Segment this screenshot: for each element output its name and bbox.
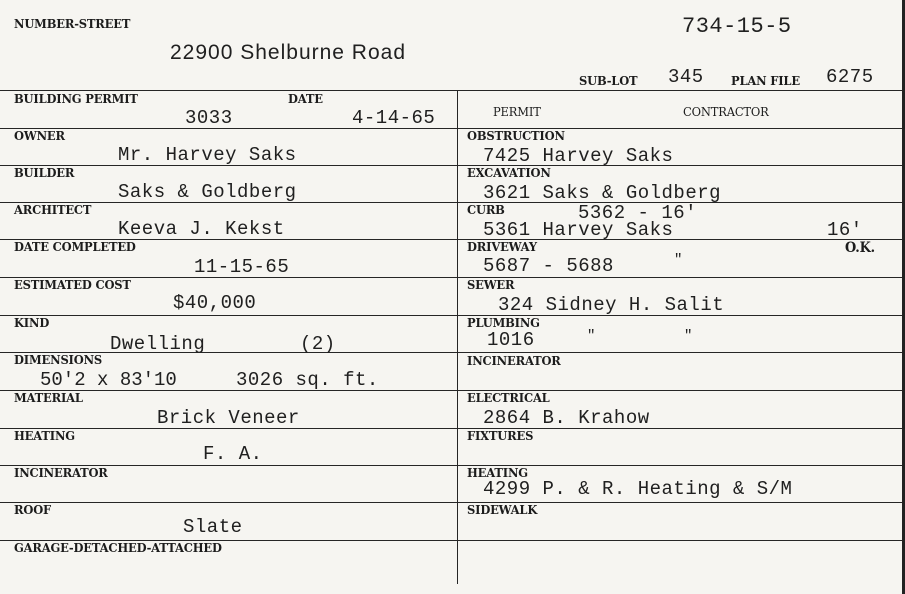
roof-label: ROOF bbox=[14, 502, 52, 517]
date-completed-label: DATE COMPLETED bbox=[14, 239, 136, 254]
rule bbox=[457, 277, 902, 278]
estimated-cost-value: $40,000 bbox=[173, 292, 257, 314]
date-label: DATE bbox=[288, 91, 323, 106]
address: 22900 Shelburne Road bbox=[170, 41, 407, 64]
curb-value: 5361 Harvey Saks bbox=[483, 219, 674, 241]
owner-value: Mr. Harvey Saks bbox=[118, 144, 297, 166]
excavation-value: 3621 Saks & Goldberg bbox=[483, 182, 722, 204]
garage-label: GARAGE-DETACHED-ATTACHED bbox=[14, 540, 222, 555]
kind-value: Dwelling bbox=[110, 333, 206, 355]
electrical-value: 2864 B. Krahow bbox=[483, 407, 650, 429]
builder-label: BUILDER bbox=[14, 165, 75, 180]
dimensions-value: 50'2 x 83'10 bbox=[40, 369, 177, 391]
plan-file-label: PLAN FILE bbox=[731, 73, 800, 88]
driveway-ditto: " bbox=[674, 252, 683, 268]
roof-value: Slate bbox=[183, 516, 243, 538]
date-value: 4-14-65 bbox=[352, 107, 436, 129]
plumbing-label: PLUMBING bbox=[467, 315, 540, 330]
architect-value: Keeva J. Kekst bbox=[118, 218, 285, 240]
incinerator-label: INCINERATOR bbox=[14, 465, 108, 480]
heating-permit-label: HEATING bbox=[467, 465, 528, 480]
heating-permit-value: 4299 P. & R. Heating & S/M bbox=[483, 478, 793, 500]
area-value: 3026 sq. ft. bbox=[236, 369, 379, 391]
sewer-label: SEWER bbox=[467, 277, 515, 292]
material-value: Brick Veneer bbox=[157, 407, 300, 429]
sewer-value: 324 Sidney H. Salit bbox=[498, 294, 725, 316]
excavation-label: EXCAVATION bbox=[467, 165, 551, 180]
building-permit-value: 3033 bbox=[185, 107, 233, 129]
sublot-label: SUB-LOT bbox=[579, 73, 638, 88]
rule bbox=[0, 315, 457, 316]
plumbing-ditto-1: " bbox=[587, 328, 596, 344]
curb-top-value: 5362 - 16' bbox=[578, 202, 698, 224]
permit-label: PERMIT bbox=[493, 104, 541, 119]
driveway-value: 5687 - 5688 bbox=[483, 255, 614, 277]
builder-value: Saks & Goldberg bbox=[118, 181, 297, 203]
rule bbox=[457, 540, 902, 541]
driveway-label: DRIVEWAY bbox=[467, 239, 537, 254]
electrical-label: ELECTRICAL bbox=[467, 390, 550, 405]
estimated-cost-label: ESTIMATED COST bbox=[14, 277, 131, 292]
plan-file-value: 6275 bbox=[826, 66, 874, 88]
contractor-label: CONTRACTOR bbox=[683, 104, 769, 119]
material-label: MATERIAL bbox=[14, 390, 83, 405]
curb-length: 16' bbox=[827, 219, 863, 241]
heating-value: F. A. bbox=[203, 443, 263, 465]
curb-ok: O.K. bbox=[845, 240, 875, 256]
plumbing-value: 1016 bbox=[487, 329, 535, 351]
curb-label: CURB bbox=[467, 202, 505, 217]
obstruction-label: OBSTRUCTION bbox=[467, 128, 565, 143]
kind-count: (2) bbox=[300, 333, 336, 355]
building-permit-label: BUILDING PERMIT bbox=[14, 91, 138, 106]
fixtures-label: FIXTURES bbox=[467, 428, 534, 443]
rule bbox=[0, 502, 457, 503]
kind-label: KIND bbox=[14, 315, 50, 330]
architect-label: ARCHITECT bbox=[14, 202, 92, 217]
date-completed-value: 11-15-65 bbox=[194, 256, 290, 278]
sidewalk-label: SIDEWALK bbox=[467, 502, 538, 517]
dimensions-label: DIMENSIONS bbox=[14, 352, 103, 367]
sublot-value: 345 bbox=[668, 66, 704, 88]
incinerator-permit-label: INCINERATOR bbox=[467, 353, 561, 368]
heating-label: HEATING bbox=[14, 428, 75, 443]
number-street-label: NUMBER-STREET bbox=[14, 16, 131, 31]
obstruction-value: 7425 Harvey Saks bbox=[483, 145, 674, 167]
owner-label: OWNER bbox=[14, 128, 65, 143]
card-number: 734-15-5 bbox=[682, 14, 792, 39]
plumbing-ditto-2: " bbox=[684, 328, 693, 344]
